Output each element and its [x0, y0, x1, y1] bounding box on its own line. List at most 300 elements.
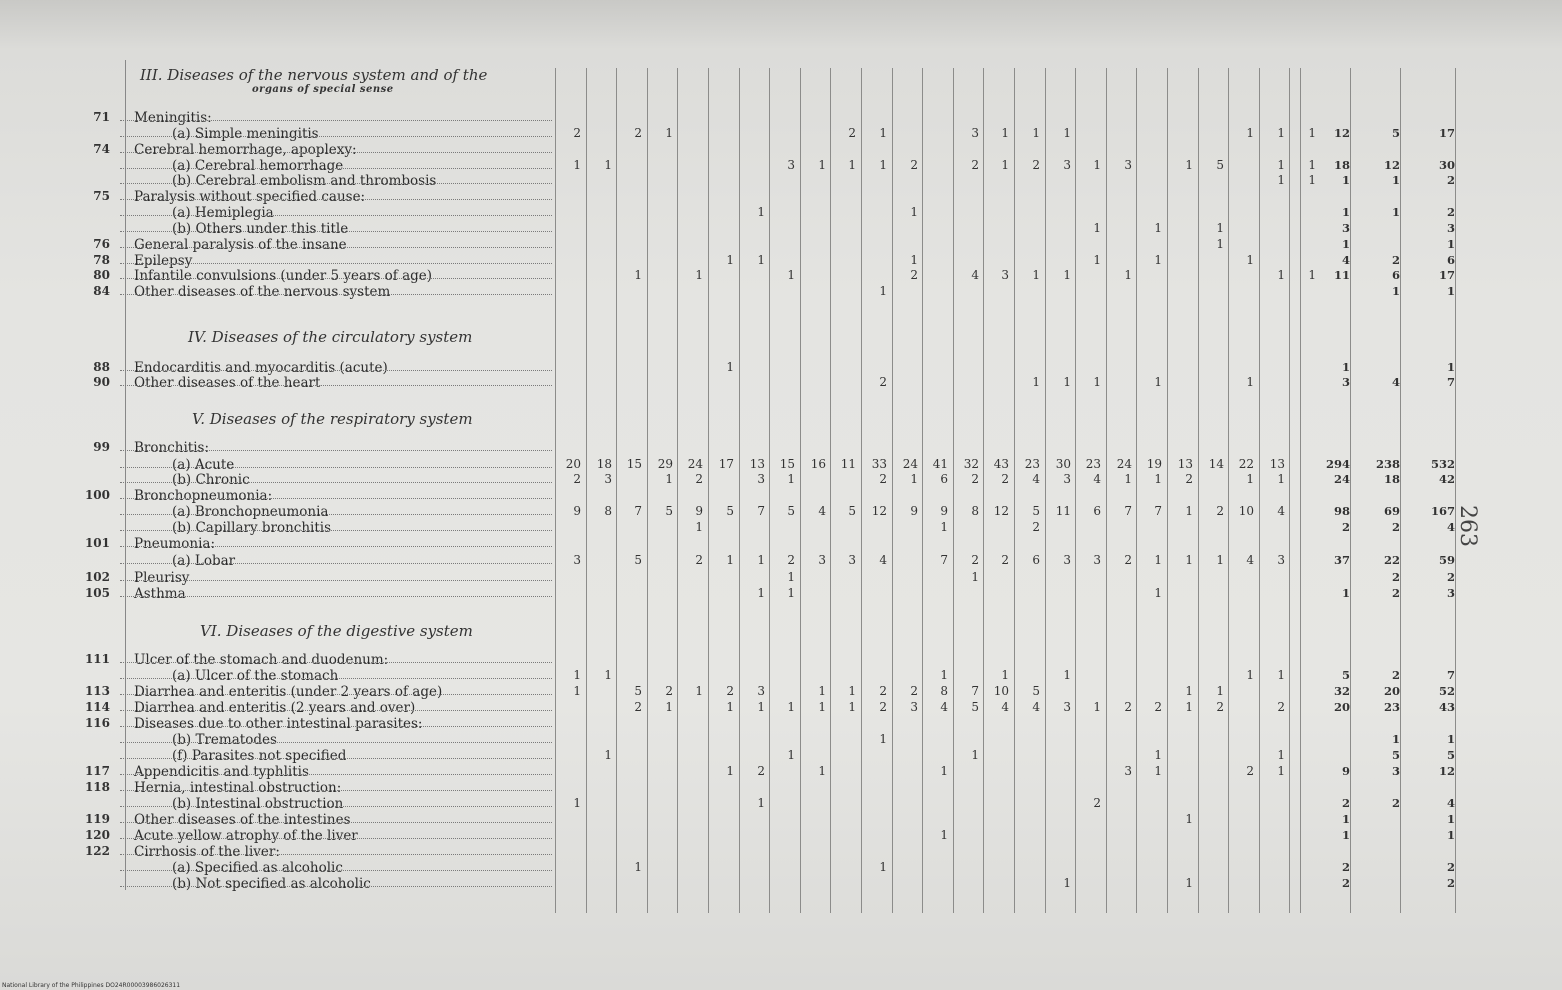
total-cell: 2	[1446, 570, 1455, 584]
table-row	[0, 440, 1562, 455]
data-cell: 1	[1032, 126, 1040, 140]
data-cell: 1	[787, 268, 795, 282]
table-row	[0, 764, 1562, 779]
total-cell: 3	[1391, 764, 1400, 778]
table-row	[0, 221, 1562, 236]
data-cell: 1	[1001, 126, 1009, 140]
data-cell: 5	[634, 684, 642, 698]
data-cell: 2	[1277, 700, 1285, 714]
dot-leader	[120, 450, 552, 451]
data-cell: 19	[1146, 457, 1162, 471]
footer-credit: National Library of the Philippines DO24R00003986026311	[2, 982, 181, 989]
dot-leader	[120, 596, 552, 597]
table-row	[0, 173, 1562, 188]
total-cell: 42	[1438, 472, 1455, 486]
total-cell: 1	[1391, 284, 1400, 298]
data-cell: 1	[695, 520, 703, 534]
table-row	[0, 126, 1562, 141]
data-cell: 1	[818, 700, 826, 714]
total-cell: 2	[1391, 668, 1400, 682]
row-code: 102	[84, 570, 110, 584]
data-cell: 2	[573, 126, 581, 140]
data-cell: 1	[634, 860, 642, 874]
table-row	[0, 375, 1562, 390]
data-cell: 1	[1185, 684, 1193, 698]
total-cell: 2	[1391, 520, 1400, 534]
data-cell: 2	[787, 553, 795, 567]
total-cell: 9	[1341, 764, 1350, 778]
data-cell: 1	[910, 472, 918, 486]
row-label: Pleurisy	[134, 570, 190, 586]
section-heading-digestive: VI. Diseases of the digestive system	[200, 622, 473, 640]
data-cell: 1	[573, 684, 581, 698]
row-label: Other diseases of the intestines	[134, 812, 351, 828]
data-cell: 5	[1216, 158, 1224, 172]
data-cell: 2	[879, 684, 887, 698]
row-label: Other diseases of the heart	[134, 375, 321, 391]
total-cell: 2	[1391, 586, 1400, 600]
row-code: 117	[84, 764, 110, 778]
table-row	[0, 812, 1562, 827]
row-label: (b) Cerebral embolism and thrombosis	[172, 173, 437, 189]
total-cell: 1	[1446, 732, 1455, 746]
row-code: 122	[84, 844, 110, 858]
dot-leader	[120, 215, 552, 216]
data-cell: 1	[1001, 668, 1009, 682]
total-cell: 17	[1438, 268, 1455, 282]
dot-leader	[120, 168, 552, 169]
row-code: 111	[84, 652, 110, 666]
data-cell: 3	[573, 553, 581, 567]
data-cell: 1	[879, 284, 887, 298]
data-cell: 13	[749, 457, 765, 471]
data-cell: 1	[1277, 764, 1285, 778]
data-cell: 1	[1216, 553, 1224, 567]
data-cell: 2	[910, 268, 918, 282]
data-cell: 2	[1124, 553, 1132, 567]
data-cell: 3	[848, 553, 856, 567]
total-cell: 1	[1446, 828, 1455, 842]
data-cell: 3	[1063, 158, 1071, 172]
data-cell: 1	[1063, 126, 1071, 140]
data-cell: 3	[757, 472, 765, 486]
data-cell: 1	[971, 748, 979, 762]
data-cell: 4	[1246, 553, 1254, 567]
row-code: 113	[84, 684, 110, 698]
row-label: (a) Acute	[172, 457, 235, 473]
data-cell: 2	[757, 764, 765, 778]
dot-leader	[120, 530, 552, 531]
table-row	[0, 586, 1562, 601]
total-cell: 24	[1333, 472, 1350, 486]
data-cell: 1	[1185, 700, 1193, 714]
table-row	[0, 142, 1562, 157]
data-cell: 1	[1185, 812, 1193, 826]
row-code: 75	[93, 189, 110, 203]
data-cell: 1	[1277, 668, 1285, 682]
dot-leader	[120, 247, 552, 248]
table-row	[0, 237, 1562, 252]
total-cell: 3	[1446, 221, 1455, 235]
total-cell: 30	[1438, 158, 1455, 172]
table-row	[0, 457, 1562, 472]
dot-leader	[120, 199, 552, 200]
data-cell: 1	[818, 764, 826, 778]
total-cell: 2	[1341, 796, 1350, 810]
data-cell: 1	[665, 126, 673, 140]
table-row	[0, 684, 1562, 699]
data-cell: 41	[932, 457, 948, 471]
row-label: (a) Specified as alcoholic	[172, 860, 343, 876]
data-cell: 1	[1154, 553, 1162, 567]
dot-leader	[120, 742, 552, 743]
data-cell: 12	[871, 504, 887, 518]
total-cell: 6	[1446, 253, 1455, 267]
total-cell: 98	[1333, 504, 1350, 518]
data-cell: 9	[695, 504, 703, 518]
data-cell: 2	[634, 126, 642, 140]
row-label: Appendicitis and typhlitis	[134, 764, 309, 780]
data-cell: 1	[573, 668, 581, 682]
data-cell: 5	[1032, 504, 1040, 518]
total-cell: 2	[1341, 520, 1350, 534]
data-cell: 1	[634, 268, 642, 282]
data-cell: 1	[879, 126, 887, 140]
total-cell: 12	[1438, 764, 1455, 778]
total-cell: 3	[1446, 586, 1455, 600]
data-cell: 1	[1032, 268, 1040, 282]
total-cell: 2	[1391, 796, 1400, 810]
dot-leader	[120, 152, 552, 153]
data-cell: 1	[604, 748, 612, 762]
total-cell: 32	[1333, 684, 1350, 698]
dot-leader	[120, 498, 552, 499]
data-cell: 3	[1063, 553, 1071, 567]
data-cell: 1	[1124, 268, 1132, 282]
data-cell: 5	[848, 504, 856, 518]
section-heading-respiratory: V. Diseases of the respiratory system	[192, 410, 473, 428]
data-cell: 3	[910, 700, 918, 714]
data-cell: 1	[1216, 684, 1224, 698]
data-cell: 1	[573, 158, 581, 172]
data-cell: 15	[626, 457, 642, 471]
data-cell: 3	[787, 158, 795, 172]
dot-leader	[120, 662, 552, 663]
data-cell: 2	[1154, 700, 1162, 714]
total-cell: 20	[1383, 684, 1400, 698]
data-cell: 32	[963, 457, 979, 471]
total-cell: 37	[1333, 553, 1350, 567]
total-cell: 20	[1333, 700, 1350, 714]
data-cell: 2	[1032, 158, 1040, 172]
row-code: 80	[93, 268, 110, 282]
data-cell: 11	[1055, 504, 1071, 518]
data-cell: 3	[1063, 472, 1071, 486]
data-cell: 4	[818, 504, 826, 518]
row-label: Epilepsy	[134, 253, 193, 269]
table-row	[0, 780, 1562, 795]
data-cell: 1	[695, 268, 703, 282]
data-cell: 1	[1185, 553, 1193, 567]
data-cell: 7	[634, 504, 642, 518]
data-cell: 1	[1277, 472, 1285, 486]
dot-leader	[120, 385, 552, 386]
data-cell: 1	[910, 205, 918, 219]
dot-leader	[120, 514, 552, 515]
total-cell: 1	[1446, 812, 1455, 826]
total-cell: 1	[1341, 812, 1350, 826]
data-cell: 24	[687, 457, 703, 471]
total-cell: 1	[1341, 205, 1350, 219]
table-row	[0, 205, 1562, 220]
data-cell: 4	[1001, 700, 1009, 714]
data-cell: 1	[940, 668, 948, 682]
table-row	[0, 253, 1562, 268]
data-cell: 1	[1185, 876, 1193, 890]
data-cell: 1	[1124, 472, 1132, 486]
data-cell: 1	[1216, 237, 1224, 251]
table-row	[0, 504, 1562, 519]
data-cell: 17	[718, 457, 734, 471]
data-cell: 2	[910, 684, 918, 698]
row-label: Infantile convulsions (under 5 years of age)	[134, 268, 433, 284]
row-label: (a) Cerebral hemorrhage	[172, 158, 344, 174]
row-label: Meningitis:	[134, 110, 212, 126]
total-cell: 2	[1446, 860, 1455, 874]
data-cell: 1	[604, 668, 612, 682]
data-cell: 2	[634, 700, 642, 714]
data-cell: 5	[787, 504, 795, 518]
table-row	[0, 536, 1562, 551]
data-cell: 1	[910, 253, 918, 267]
data-cell: 4	[1093, 472, 1101, 486]
data-cell: 1	[787, 570, 795, 584]
total-cell: 1	[1446, 284, 1455, 298]
data-cell: 1	[971, 570, 979, 584]
row-label: Endocarditis and myocarditis (acute)	[134, 360, 388, 376]
dot-leader	[120, 294, 552, 295]
row-label: (b) Trematodes	[172, 732, 277, 748]
data-cell: 2	[910, 158, 918, 172]
data-cell: 1	[1063, 375, 1071, 389]
table-row	[0, 472, 1562, 487]
data-cell: 1	[757, 796, 765, 810]
row-code: 119	[84, 812, 110, 826]
data-cell: 10	[993, 684, 1009, 698]
total-cell: 43	[1438, 700, 1455, 714]
data-cell: 3	[757, 684, 765, 698]
data-cell: 1	[1246, 253, 1254, 267]
data-cell: 1	[940, 520, 948, 534]
row-label: (b) Capillary bronchitis	[172, 520, 332, 536]
total-cell: 5	[1341, 668, 1350, 682]
data-cell: 24	[1116, 457, 1132, 471]
data-cell: 13	[1177, 457, 1193, 471]
data-cell: 1	[757, 700, 765, 714]
data-cell: 1	[1154, 748, 1162, 762]
data-cell: 7	[971, 684, 979, 698]
row-code: 78	[93, 253, 110, 267]
data-cell: 1	[1063, 876, 1071, 890]
table-row	[0, 796, 1562, 811]
data-cell: 2	[1185, 472, 1193, 486]
data-cell: 1	[1154, 375, 1162, 389]
dot-leader	[120, 774, 552, 775]
table-row	[0, 700, 1562, 715]
table-row	[0, 828, 1562, 843]
total-cell: 1	[1391, 732, 1400, 746]
table-row	[0, 189, 1562, 204]
table-row	[0, 158, 1562, 173]
dot-leader	[120, 231, 552, 232]
table-row	[0, 268, 1562, 283]
total-cell: 5	[1446, 748, 1455, 762]
total-cell: 238	[1375, 457, 1400, 471]
data-cell: 2	[848, 126, 856, 140]
total-cell: 1	[1446, 237, 1455, 251]
total-cell: 2	[1446, 173, 1455, 187]
data-cell: 1	[787, 748, 795, 762]
total-cell: 1	[1391, 173, 1400, 187]
data-cell: 1	[1216, 221, 1224, 235]
row-label: Hernia, intestinal obstruction:	[134, 780, 342, 796]
data-cell: 16	[810, 457, 826, 471]
dot-leader	[120, 758, 552, 759]
dot-leader	[120, 183, 552, 184]
data-cell: 2	[1246, 764, 1254, 778]
dot-leader	[120, 278, 552, 279]
table-row	[0, 652, 1562, 667]
data-cell: 2	[695, 553, 703, 567]
data-cell: 1	[1093, 375, 1101, 389]
data-cell: 1	[665, 700, 673, 714]
total-cell: 12	[1383, 158, 1400, 172]
row-label: (a) Bronchopneumonia	[172, 504, 329, 520]
data-cell: 7	[757, 504, 765, 518]
data-cell: 1	[879, 860, 887, 874]
total-cell: 4	[1391, 375, 1400, 389]
row-label: Bronchopneumonia:	[134, 488, 273, 504]
dot-leader	[120, 467, 552, 468]
total-cell: 22	[1383, 553, 1400, 567]
row-code: 99	[93, 440, 110, 454]
row-label: (b) Others under this title	[172, 221, 349, 237]
data-cell: 43	[993, 457, 1009, 471]
total-cell: 2	[1391, 570, 1400, 584]
row-label: Paralysis without specified cause:	[134, 189, 366, 205]
data-cell: 1	[818, 684, 826, 698]
total-cell: 23	[1383, 700, 1400, 714]
data-cell: 1	[726, 764, 734, 778]
row-label: (a) Ulcer of the stomach	[172, 668, 339, 684]
dot-leader	[120, 694, 552, 695]
data-cell: 1	[1308, 126, 1316, 140]
data-cell: 5	[971, 700, 979, 714]
row-label: Bronchitis:	[134, 440, 209, 456]
data-cell: 1	[1277, 748, 1285, 762]
page-number: 263	[1455, 505, 1480, 547]
total-cell: 2	[1341, 860, 1350, 874]
data-cell: 1	[787, 472, 795, 486]
data-cell: 12	[993, 504, 1009, 518]
data-cell: 2	[665, 684, 673, 698]
dot-leader	[120, 120, 552, 121]
row-label: (a) Hemiplegia	[172, 205, 274, 221]
total-cell: 7	[1446, 375, 1455, 389]
data-cell: 8	[940, 684, 948, 698]
row-code: 88	[93, 360, 110, 374]
data-cell: 1	[1154, 221, 1162, 235]
total-cell: 17	[1438, 126, 1455, 140]
data-cell: 1	[940, 764, 948, 778]
data-cell: 33	[871, 457, 887, 471]
data-cell: 14	[1208, 457, 1224, 471]
row-label: Pneumonia:	[134, 536, 215, 552]
data-cell: 3	[818, 553, 826, 567]
data-cell: 29	[657, 457, 673, 471]
data-cell: 1	[940, 828, 948, 842]
dot-leader	[120, 790, 552, 791]
total-cell: 4	[1446, 520, 1455, 534]
total-cell: 12	[1333, 126, 1350, 140]
data-cell: 1	[1063, 668, 1071, 682]
dot-leader	[120, 678, 552, 679]
data-cell: 1	[879, 732, 887, 746]
dot-leader	[120, 710, 552, 711]
row-code: 105	[84, 586, 110, 600]
data-cell: 1	[1093, 253, 1101, 267]
row-label: General paralysis of the insane	[134, 237, 347, 253]
total-cell: 2	[1446, 876, 1455, 890]
row-code: 100	[84, 488, 110, 502]
row-label: Diseases due to other intestinal parasites:	[134, 716, 423, 732]
data-cell: 1	[695, 684, 703, 698]
data-cell: 3	[1124, 158, 1132, 172]
row-code: 114	[84, 700, 110, 714]
dot-leader	[120, 482, 552, 483]
data-cell: 1	[1308, 268, 1316, 282]
section-heading-circulatory: IV. Diseases of the circulatory system	[188, 328, 473, 346]
data-cell: 2	[573, 472, 581, 486]
data-cell: 1	[1032, 375, 1040, 389]
row-code: 90	[93, 375, 110, 389]
table-row	[0, 110, 1562, 125]
table-row	[0, 844, 1562, 859]
table-row	[0, 668, 1562, 683]
data-cell: 3	[1093, 553, 1101, 567]
row-label: Acute yellow atrophy of the liver	[134, 828, 358, 844]
table-row	[0, 360, 1562, 375]
data-cell: 2	[695, 472, 703, 486]
data-cell: 1	[757, 253, 765, 267]
row-label: Cerebral hemorrhage, apoplexy:	[134, 142, 357, 158]
total-cell: 1	[1341, 173, 1350, 187]
data-cell: 2	[879, 472, 887, 486]
dot-leader	[120, 563, 552, 564]
data-cell: 4	[971, 268, 979, 282]
data-cell: 1	[1063, 268, 1071, 282]
data-cell: 1	[1277, 126, 1285, 140]
data-cell: 4	[1032, 472, 1040, 486]
dot-leader	[120, 886, 552, 887]
data-cell: 1	[1246, 668, 1254, 682]
data-cell: 18	[596, 457, 612, 471]
total-cell: 2	[1446, 205, 1455, 219]
data-cell: 1	[665, 472, 673, 486]
table-row	[0, 860, 1562, 875]
data-cell: 1	[757, 553, 765, 567]
data-cell: 1	[818, 158, 826, 172]
